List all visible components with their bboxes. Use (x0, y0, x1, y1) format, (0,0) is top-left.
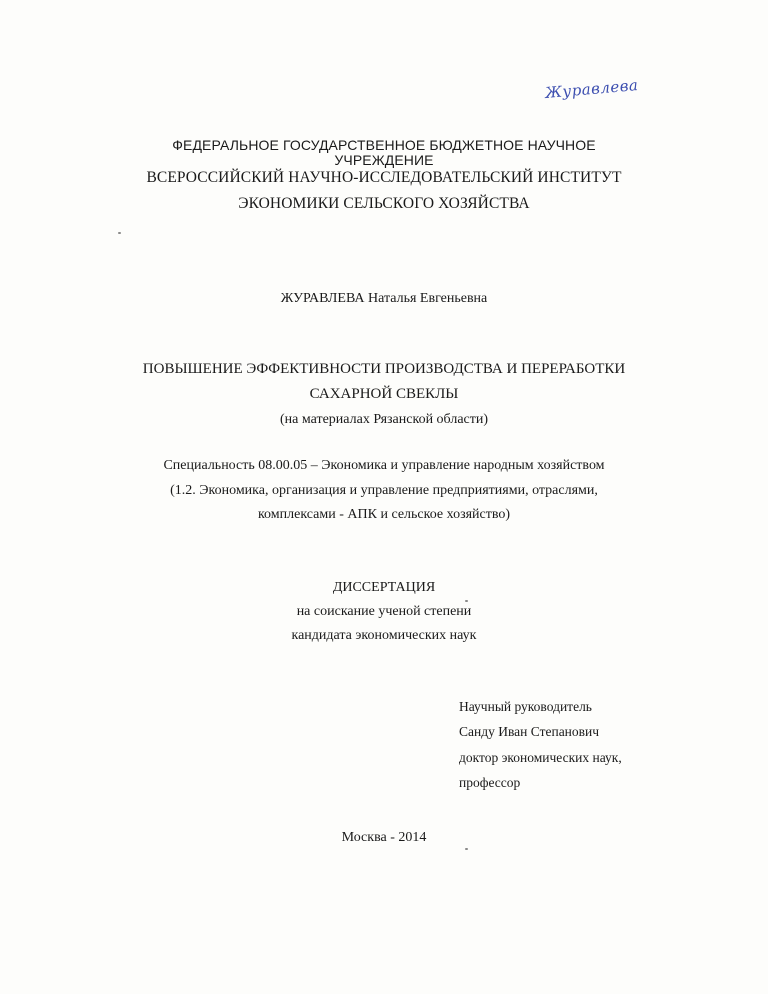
supervisor-name: Санду Иван Степанович (459, 724, 600, 739)
city-year: Москва - 2014 (341, 830, 427, 845)
scan-speck (118, 232, 121, 234)
handwritten-signature: Журавлева (544, 75, 640, 103)
author-name: ЖУРАВЛЕВА Наталья Евгеньевна (280, 291, 488, 306)
scan-speck (465, 600, 468, 602)
title-line-1: ПОВЫШЕНИЕ ЭФФЕКТИВНОСТИ ПРОИЗВОДСТВА И ПЕРЕРАБОТКИ (142, 361, 626, 377)
degree-purpose-line-2: кандидата экономических наук (291, 628, 477, 643)
specialty-line-2: (1.2. Экономика, организация и управление предприятиями, отраслями, (170, 483, 598, 498)
specialty-line-1: Специальность 08.00.05 – Экономика и управление народным хозяйством (163, 458, 605, 473)
specialty-line-3: комплексами - АПК и сельское хозяйство) (257, 507, 511, 522)
degree-purpose-line-1: на соискание ученой степени (296, 604, 472, 619)
supervisor-label: Научный руководитель (459, 699, 592, 714)
organization-line-4: ЭКОНОМИКИ СЕЛЬСКОГО ХОЗЯЙСТВА (238, 195, 530, 212)
scan-speck (465, 848, 468, 850)
dissertation-heading: ДИССЕРТАЦИЯ (332, 580, 436, 595)
title-line-2: САХАРНОЙ СВЕКЛЫ (309, 386, 459, 402)
organization-line-1: ФЕДЕРАЛЬНОЕ ГОСУДАРСТВЕННОЕ БЮДЖЕТНОЕ НАУЧНОЕ (172, 137, 596, 153)
title-subtitle: (на материалах Рязанской области) (279, 412, 489, 427)
supervisor-rank: профессор (459, 775, 521, 790)
organization-line-3: ВСЕРОССИЙСКИЙ НАУЧНО-ИССЛЕДОВАТЕЛЬСКИЙ ИНСТИТУТ (146, 169, 622, 186)
organization-line-2: УЧРЕЖДЕНИЕ (334, 152, 434, 168)
supervisor-degree: доктор экономических наук, (459, 750, 622, 765)
